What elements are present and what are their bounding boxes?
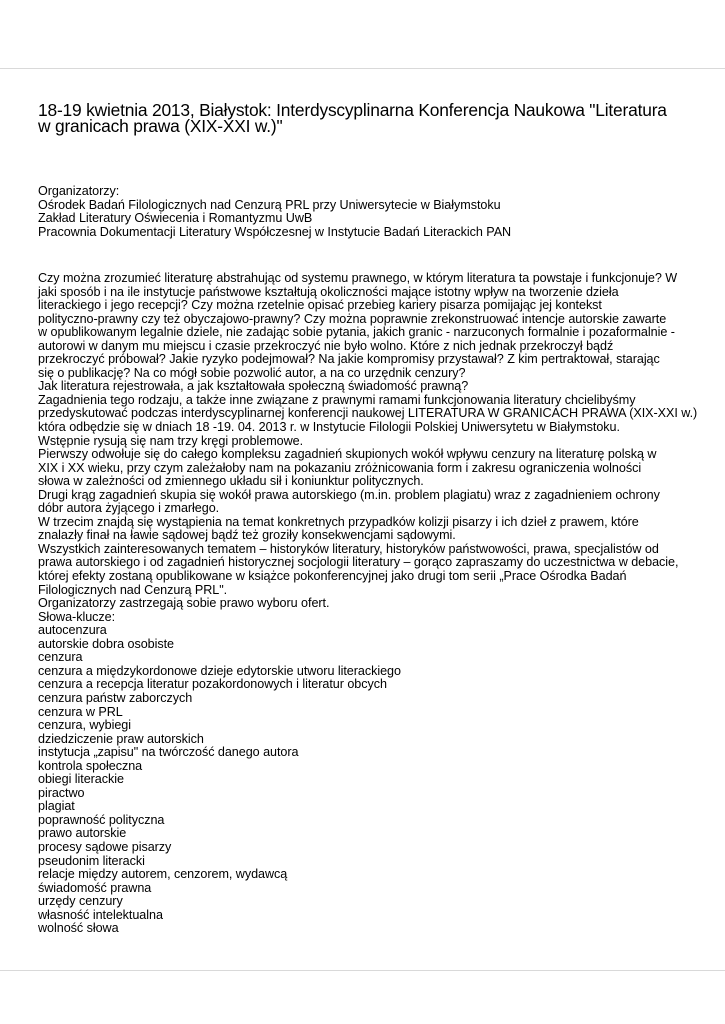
organizer-item: Zakład Literatury Oświecenia i Romantyzmu UwB [38, 211, 313, 226]
body-line: XIX i XX wieku, przy czym zależałoby nam na pokazaniu zróżnicowania form i zakresu ograniczenia wolności [38, 460, 642, 475]
body-line: cenzura [38, 650, 83, 665]
page-title [38, 102, 688, 134]
body-line: instytucja „zapisu" na twórczość danego autora [38, 745, 299, 760]
body-line: się o publikację? Na co mógł sobie pozwolić autor, a na co urzędnik cenzury? [38, 365, 466, 380]
conference-description [38, 272, 698, 936]
body-line: prawo autorskie [38, 826, 127, 841]
body-line: autocenzura [38, 623, 107, 638]
body-line: Wstępnie rysują się nam trzy kręgi problemowe. [38, 433, 304, 448]
body-line: plagiat [38, 799, 75, 814]
body-line: w opublikowanym legalnie dziele, nie zadając sobie pytania, jakich granic - narzuconych formalnie i pozaformalnie - [38, 325, 675, 340]
title-line: w granicach prawa (XIX-XXI w.)" [38, 116, 283, 136]
top-divider [0, 68, 725, 69]
body-line: Czy można zrozumieć literaturę abstrahując od systemu prawnego, w którym literatura ta powstaje i funkcjonuje? W [38, 271, 678, 285]
body-line: cenzura w PRL [38, 704, 123, 719]
bottom-divider [0, 970, 725, 971]
organizers-label: Organizatorzy: [38, 184, 120, 198]
body-line: której efekty zostaną opublikowane w książce pokonferencyjnej jako drugi tom serii „Prace Ośrodka Badań [38, 569, 627, 584]
body-line: cenzura a międzykordonowe dzieje edytorskie utworu literackiego [38, 663, 401, 678]
body-line: Filologicznych nad Cenzurą PRL". [38, 582, 228, 597]
organizers-section [38, 185, 698, 239]
body-line: Drugi krąg zagadnień skupia się wokół prawa autorskiego (m.in. problem plagiatu) wraz z zagadnieniem ochrony [38, 487, 660, 502]
organizer-item: Ośrodek Badań Filologicznych nad Cenzurą PRL przy Uniwersytecie w Białymstoku [38, 197, 501, 212]
body-line: procesy sądowe pisarzy [38, 839, 172, 854]
body-line: autorskie dobra osobiste [38, 636, 175, 651]
body-line: która odbędzie się w dniach 18 -19. 04. 2013 r. w Instytucie Filologii Polskiej Uniwersytetu w Białymstoku. [38, 420, 620, 435]
body-line: urzędy cenzury [38, 894, 123, 909]
body-line: cenzura, wybiegi [38, 718, 132, 733]
body-line: polityczno-prawny czy też obyczajowo-prawny? Czy można poprawnie zrekonstruować intencje autorskie zawarte [38, 311, 667, 326]
body-line: dóbr autora żyjącego i zmarłego. [38, 501, 220, 516]
body-line: autorowi w danym mu miejscu i czasie przekroczyć nie było wolno. Które z nich jednak przekroczył bądź [38, 338, 614, 353]
body-line: poprawność polityczna [38, 812, 165, 827]
body-line: znalazły finał na ławie sądowej bądź też groziły konsekwencjami sądowymi. [38, 528, 456, 543]
body-line: W trzecim znajdą się wystąpienia na temat konkretnych przypadków kolizji pisarzy i ich dzieł z prawem, które [38, 514, 639, 529]
body-line: Wszystkich zainteresowanych tematem – historyków literatury, historyków państwowości, prawa, specjalistów od [38, 541, 659, 556]
organizer-item: Pracownia Dokumentacji Literatury Współczesnej w Instytucie Badań Literackich PAN [38, 224, 512, 239]
body-line: wolność słowa [38, 921, 119, 936]
body-line: jaki sposób i na ile instytucje państwowe kształtują okoliczności mające istotny wpływ na tworzenie dzieła [38, 284, 619, 299]
body-line: dziedziczenie praw autorskich [38, 731, 204, 746]
body-line: własność intelektualna [38, 907, 163, 922]
body-line: przedyskutować podczas interdyscyplinarnej konferencji naukowej LITERATURA W GRANICACH PRAWA (XIX-XXI w.) [38, 406, 698, 421]
body-line: Zagadnienia tego rodzaju, a także inne związane z prawnymi ramami funkcjonowania literatury chcielibyśmy [38, 392, 636, 407]
body-line: prawa autorskiego i od zagadnień historycznej socjologii literatury – gorąco zapraszamy do uczestnictwa w debacie, [38, 555, 679, 570]
body-line: literackiego i jego recepcji? Czy można rzetelnie opisać przebieg kariery pisarza pomijając jej kontekst [38, 298, 602, 313]
title-line: 18-19 kwietnia 2013, Białystok: Interdyscyplinarna Konferencja Naukowa "Literatura [38, 100, 667, 120]
body-line: kontrola społeczna [38, 758, 143, 773]
body-line: Słowa-klucze: [38, 609, 116, 624]
body-line: Organizatorzy zastrzegają sobie prawo wyboru ofert. [38, 596, 330, 611]
body-line: świadomość prawna [38, 880, 152, 895]
body-line: obiegi literackie [38, 772, 124, 787]
body-line: pseudonim literacki [38, 853, 145, 868]
body-line: cenzura a recepcja literatur pozakordonowych i literatur obcych [38, 677, 387, 692]
body-line: cenzura państw zaborczych [38, 690, 193, 705]
body-line: słowa w zależności od zmiennego układu sił i koniunktur politycznych. [38, 474, 424, 489]
body-line: piractwo [38, 785, 85, 800]
body-line: Pierwszy odwołuje się do całego kompleksu zagadnień skupionych wokół wpływu cenzury na literaturę polską w [38, 447, 657, 462]
body-line: przekroczyć próbował? Jakie ryzyko podejmował? Na jakie kompromisy przystawał? Z kim pertraktował, starając [38, 352, 660, 367]
body-line: relacje między autorem, cenzorem, wydawcą [38, 867, 288, 882]
body-line: Jak literatura rejestrowała, a jak kształtowała społeczną świadomość prawną? [38, 379, 469, 394]
